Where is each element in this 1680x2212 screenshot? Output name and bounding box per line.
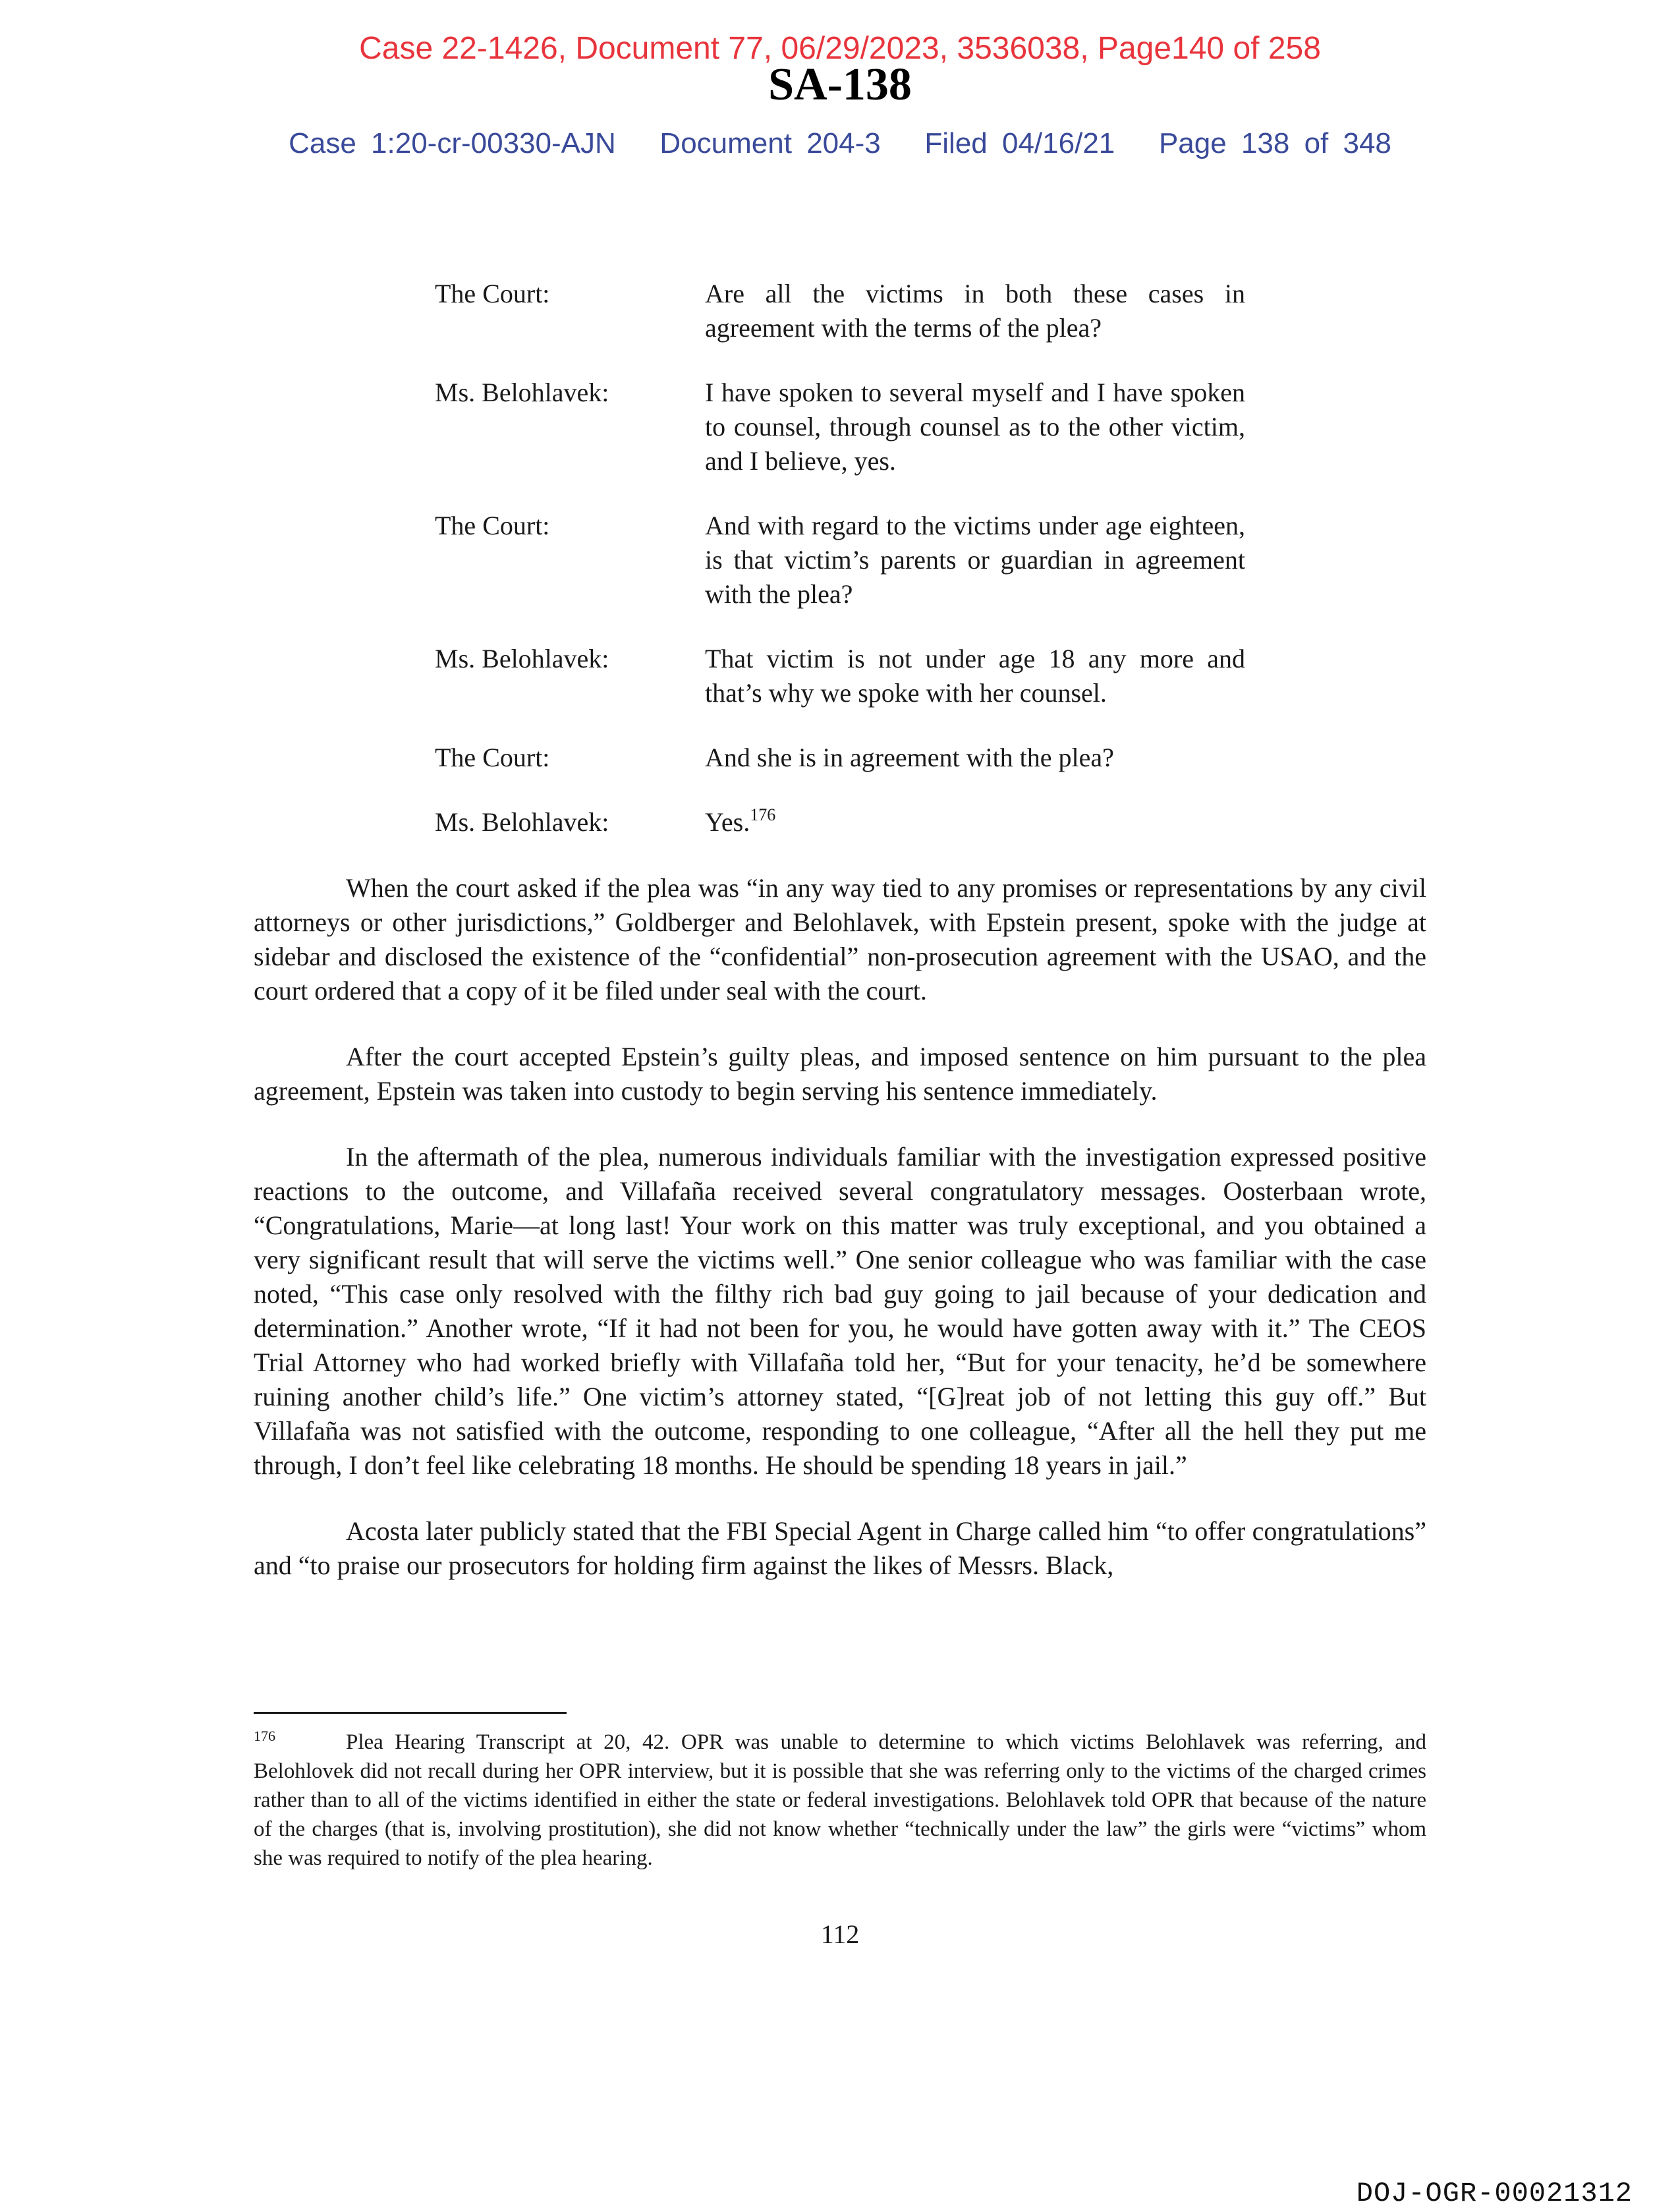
paragraph: Acosta later publicly stated that the FBI Special Agent in Charge called him “to offer congratulations” and “to praise our prosecutors for holding firm against the likes of Messrs. Black, [254,1516,1426,1580]
transcript-row [435,642,1245,710]
bates-number: DOJ-OGR-00021312 [1356,2178,1633,2209]
transcript-text-content: Yes. [705,807,750,837]
paragraph: In the aftermath of the plea, numerous individuals familiar with the investigation expressed positive reactions to the outcome, and Villafaña received several congratulatory messages. Oosterbaan wrote, “Congratulations, Marie—at long last! Your work on this matter was truly exceptional, and you obtained a very significant result that will serve the victims well.” One senior colleague who was familiar with the case noted, “This case only resolved with the filthy rich bad guy going to jail because of your dedication and determination.” Another wrote, “If it had not been for you, he would have gotten away with it.” The CEOS Trial Attorney who had worked briefly with Villafaña told her, “But for your tenacity, he’d be somewhere ruining another child’s life.” One victim’s attorney stated, “[G]reat job of not letting this guy off.” But Villafaña was not satisfied with the outcome, responding to one colleague, “After all the hell they put me through, I don’t feel like celebrating 18 months. He should be spending 18 years in jail.” [254,1142,1426,1480]
transcript-row [435,805,1245,839]
paragraph: When the court asked if the plea was “in any way tied to any promises or representations by any civil attorneys or other jurisdictions,” Goldberger and Belohlavek, with Epstein present, spoke with the judge at sidebar and disclosed the existence of the “confidential” non-prosecution agreement with the USAO, and the court ordered that a copy of it be filed under seal with the court. [254,873,1426,1006]
transcript-speaker: Ms. Belohlavek: [435,807,609,837]
transcript-text: I have spoken to several myself and I have spoken to counsel, through counsel as to the other victim, and I believe, yes. [705,378,1245,476]
transcript-speaker: Ms. Belohlavek: [435,378,609,407]
appellate-case-stamp: Case 22-1426, Document 77, 06/29/2023, 3536038, Page140 of 258 [359,31,1321,66]
hearing-transcript-excerpt [435,277,1245,870]
transcript-text [705,805,1245,839]
body-text [254,871,1426,1614]
transcript-row [435,277,1245,345]
sa-page-number: SA-138 [768,59,912,110]
paragraph: After the court accepted Epstein’s guilty pleas, and imposed sentence on him pursuant to the plea agreement, Epstein was taken into custody to begin serving his sentence immediately. [254,1042,1426,1106]
transcript-speaker: The Court: [435,511,550,540]
transcript-row [435,376,1245,478]
district-case-stamp [0,127,1680,161]
transcript-text: That victim is not under age 18 any more and that’s why we spoke with her counsel. [705,644,1245,708]
transcript-row [435,509,1245,611]
transcript-row [435,741,1245,775]
transcript-text: Are all the victims in both these cases in agreement with the terms of the plea? [705,279,1245,343]
footnote-text: Plea Hearing Transcript at 20, 42. OPR was unable to determine to which victims Belohlavek was referring, and Belohlovek did not recall during her OPR interview, but it is possible that she was referring only to the victims of the charged crimes rather than to all of the victims identified in either the state or federal investigations. Belohlavek told OPR that because of the nature of the charges (that is, involving prostitution), she did not know whether “technically under the law” the girls were “victims” whom she was required to notify of the plea hearing. [254,1730,1426,1870]
transcript-text: And with regard to the victims under age eighteen, is that victim’s parents or guardian in agreement with the plea? [705,511,1245,609]
transcript-speaker: The Court: [435,279,550,308]
transcript-speaker: The Court: [435,743,550,772]
transcript-text: And she is in agreement with the plea? [705,743,1114,772]
footnote-176: 176 Plea Hearing Transcript at 20, 42. OPR was unable to determine to which victims Belohlavek was referring, and Belohlovek did not recall during her OPR interview, but it is possible that she was referring only to the victims of the charged crimes rather than to all of the victims identified in either the state or federal investigations. Belohlavek told OPR that because of the nature of the charges (that is, involving prostitution), she did not know whether “technically under the law” the girls were “victims” whom she was required to notify of the plea hearing. [254,1728,1426,1870]
footnote-reference[interactable]: 176 [750,805,776,824]
district-case-stamp-text: Case 1:20-cr-00330-AJN Document 204-3 Filed 04/16/21 Page 138 of 348 [289,127,1391,159]
footnote-separator [254,1712,567,1714]
page-number: 112 [820,1919,860,1949]
transcript-speaker: Ms. Belohlavek: [435,644,609,673]
